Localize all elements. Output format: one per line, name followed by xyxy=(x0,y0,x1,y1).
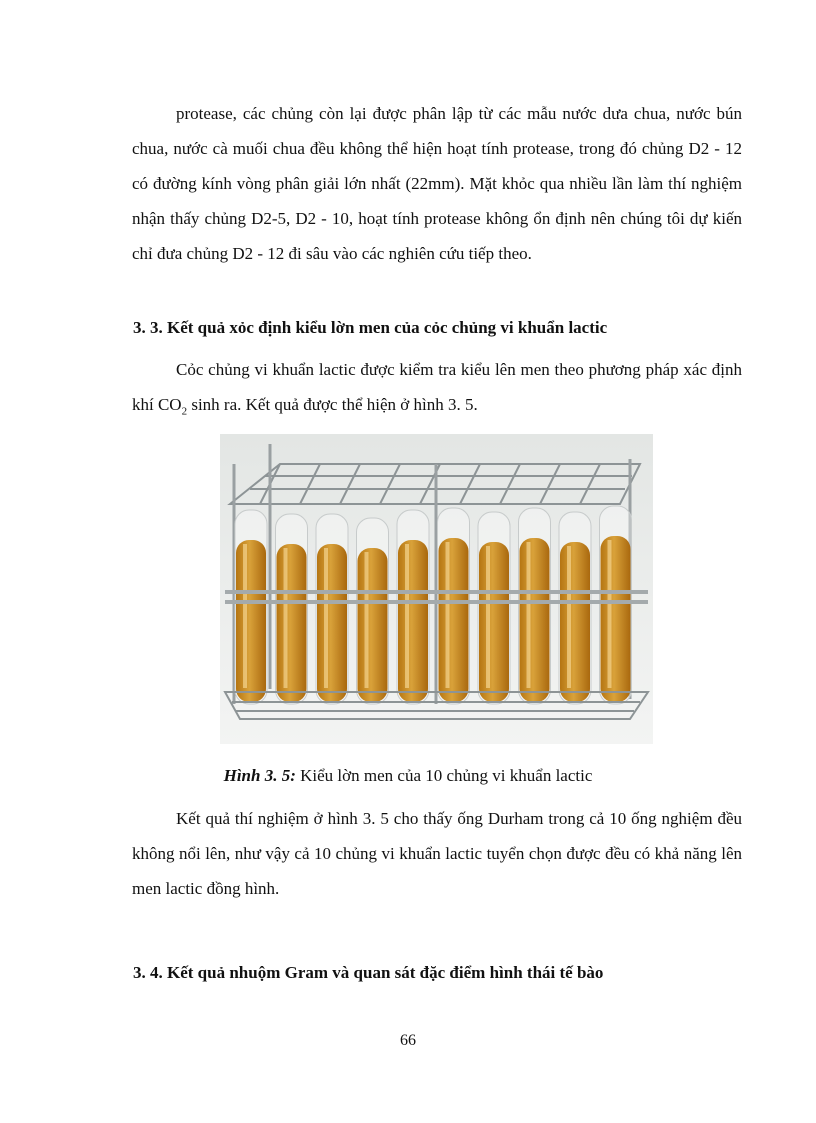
page-number: 66 xyxy=(400,1032,416,1049)
paragraph-result: Kết quả thí nghiệm ở hình 3. 5 cho thấy ống Durham trong cả 10 ống nghiệm đều không nổi lên, như vậy cả 10 chủng vi khuẩn lactic tuyển chọn được đều có khả năng lên men lactic đồng hình. xyxy=(132,809,742,898)
test-tube xyxy=(276,514,308,704)
test-tube xyxy=(438,508,470,704)
section-heading-3-4: 3. 4. Kết quả nhuộm Gram và quan sát đặc điểm hình thái tế bào xyxy=(133,963,604,982)
test-tube xyxy=(397,510,429,704)
test-tube xyxy=(519,508,551,704)
test-tube xyxy=(316,514,348,704)
test-tube xyxy=(357,518,389,704)
test-tube xyxy=(600,506,632,704)
paragraph-fermentation: Cỏc chủng vi khuẩn lactic được kiểm tra kiểu lên men theo phương pháp xác định khí $CO_2$ sinh ra. Kết quả được thể hiện ở hình 3. 5. xyxy=(132,360,742,418)
section-heading-3-3: 3. 3. Kết quả xỏc định kiểu lờn men của cỏc chủng vi khuẩn lactic xyxy=(133,318,608,337)
test-tube xyxy=(235,510,267,704)
test-tube xyxy=(559,512,591,704)
paragraph-protease: protease, các chủng còn lại được phân lập từ các mẫu nước dưa chua, nước bún chua, nước cà muối chua đều không thể hiện hoạt tính protease, trong đó chủng D2 - 12 có đường kính vòng phân giải lớn nhất (22mm). Mặt khỏc qua nhiều lần làm thí nghiệm nhận thấy chủng D2-5, D2 - 10, hoạt tính protease không ổn định nên chúng tôi dự kiến chỉ đưa chủng D2 - 12 đi sâu vào các nghiên cứu tiếp theo. xyxy=(132,104,742,263)
test-tube-rack-image xyxy=(220,434,653,744)
figure-test-tubes xyxy=(220,434,653,744)
figure-caption: Hình 3. 5: Kiểu lờn men của 10 chủng vi khuẩn lactic xyxy=(223,766,593,785)
test-tube xyxy=(478,512,510,704)
